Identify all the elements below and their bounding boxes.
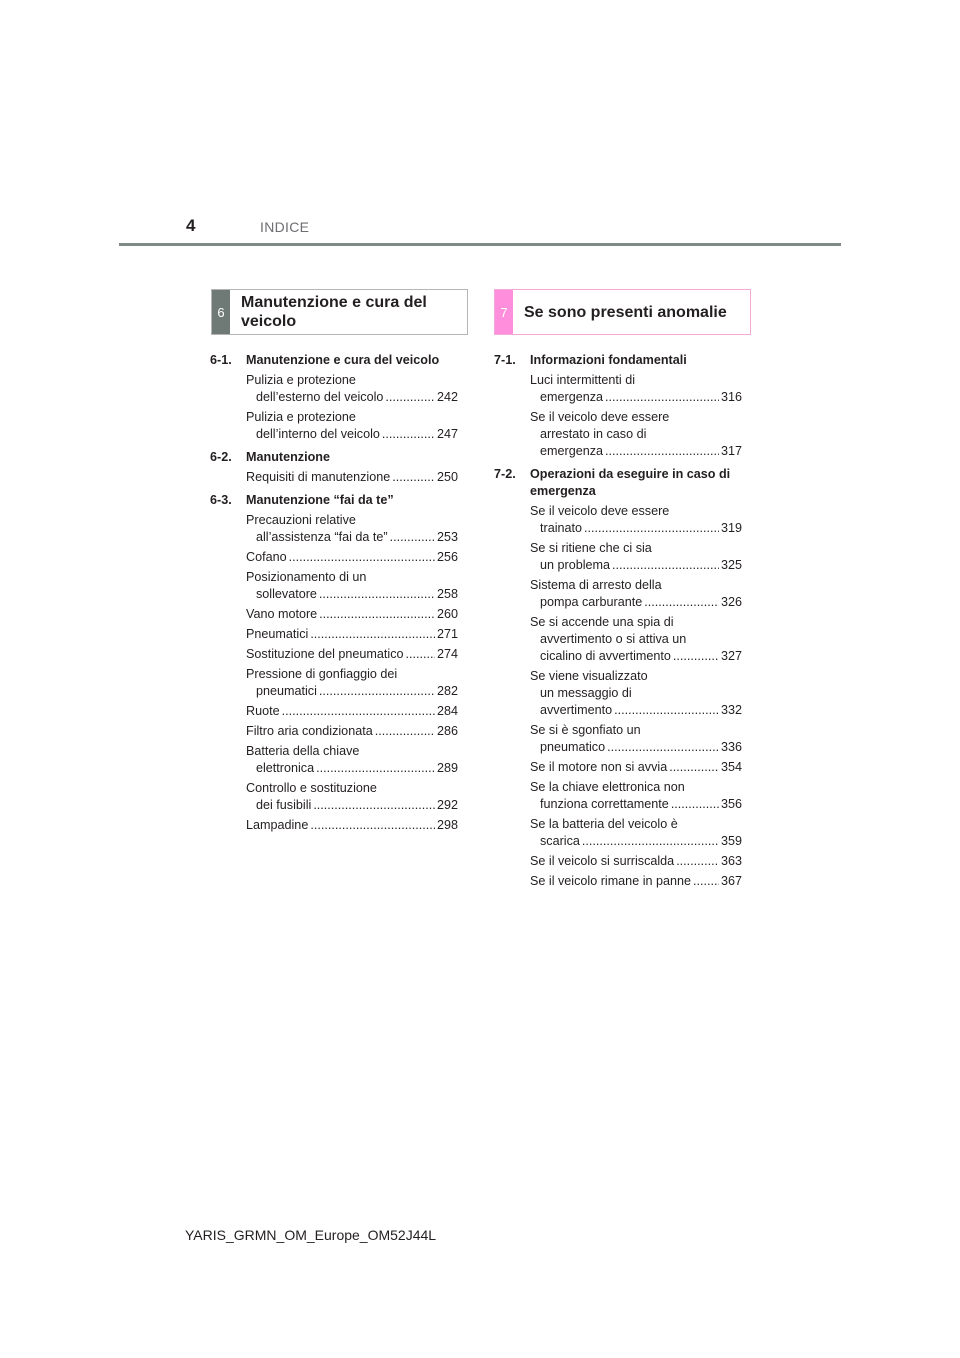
footer-doc-code: YARIS_GRMN_OM_Europe_OM52J44L: [185, 1227, 437, 1243]
toc-entry-text: funziona correttamente: [540, 797, 669, 811]
toc-entry-last-line: [246, 703, 458, 720]
toc-group-number: 6-1.: [210, 353, 232, 367]
toc-page-number: 289: [436, 761, 458, 775]
toc-group: [494, 466, 742, 890]
toc-entry-text: Precauzioni relative: [246, 513, 356, 527]
toc-page-number: 292: [436, 798, 458, 812]
toc-entry-text: Lampadine: [246, 818, 309, 832]
toc-page-number: 327: [720, 649, 742, 663]
toc-entry-last-line: [530, 594, 742, 611]
toc-entry-text: Se si è sgonfiato un: [530, 723, 641, 737]
toc-entry-text: Se il veicolo si surriscalda: [530, 854, 675, 868]
toc-entry-last-line: [246, 469, 458, 486]
toc-entry-last-line: [246, 606, 458, 623]
toc-entry-text: dell’esterno del veicolo: [256, 390, 384, 404]
header-rule: [119, 243, 841, 246]
toc-entry-text: Posizionamento di un: [246, 570, 367, 584]
toc-group-heading: [210, 492, 458, 509]
toc-entry-line: [530, 631, 742, 648]
toc-page-number: 359: [720, 834, 742, 848]
toc-group: [210, 492, 458, 834]
toc-group-number: 6-2.: [210, 450, 232, 464]
toc-entry[interactable]: [530, 409, 742, 460]
toc-entry-line: [246, 743, 458, 760]
toc-entry[interactable]: [246, 512, 458, 546]
toc-page-number: 274: [436, 647, 458, 661]
toc-leader-dots: [310, 817, 435, 834]
toc-leader-dots: [582, 833, 719, 850]
toc-group-number: 7-1.: [494, 353, 516, 367]
toc-group-heading: [494, 352, 742, 369]
toc-leader-dots: [319, 586, 435, 603]
toc-entry-text: Pneumatici: [246, 627, 309, 641]
toc-page-number: 354: [720, 760, 742, 774]
toc-entry[interactable]: [246, 372, 458, 406]
section-tab-7: 7: [495, 290, 513, 334]
toc-entry-last-line: [246, 626, 458, 643]
toc-leader-dots: [612, 557, 719, 574]
toc-group-title: Operazioni da eseguire in caso di emergenza: [530, 467, 731, 498]
toc-entry[interactable]: [530, 372, 742, 406]
toc-leader-dots: [310, 626, 435, 643]
toc-group-title: Informazioni fondamentali: [530, 353, 687, 367]
toc-leader-dots: [673, 648, 719, 665]
page-number: 4: [186, 216, 196, 235]
toc-entry-text: Pressione di gonfiaggio dei: [246, 667, 398, 681]
toc-entry[interactable]: [530, 816, 742, 850]
toc-entry-text: dei fusibili: [256, 798, 312, 812]
toc-entry[interactable]: [530, 540, 742, 574]
toc-leader-dots: [584, 520, 719, 537]
toc-entry-last-line: [530, 702, 742, 719]
toc-entry-text: pompa carburante: [540, 595, 643, 609]
toc-leader-dots: [319, 606, 435, 623]
toc-leader-dots: [390, 529, 435, 546]
toc-entry-text: cicalino di avvertimento: [540, 649, 671, 663]
toc-entry[interactable]: [246, 703, 458, 720]
toc-entry-line: [530, 426, 742, 443]
toc-page-number: 247: [436, 427, 458, 441]
toc-entry-text: arrestato in caso di: [540, 427, 647, 441]
toc-entry-last-line: [530, 739, 742, 756]
toc-page-number: 284: [436, 704, 458, 718]
toc-entry[interactable]: [246, 666, 458, 700]
toc-leader-dots: [676, 853, 719, 870]
toc-leader-dots: [282, 703, 435, 720]
toc-entry-last-line: [246, 586, 458, 603]
toc-entry-last-line: [530, 520, 742, 537]
toc-page-number: 260: [436, 607, 458, 621]
toc-entry-line: [246, 666, 458, 683]
toc-entry-line: [246, 372, 458, 389]
toc-entry-line: [530, 409, 742, 426]
toc-page-number: 286: [436, 724, 458, 738]
toc-entry[interactable]: [530, 853, 742, 870]
toc-leader-dots: [669, 759, 719, 776]
toc-entry-line: [530, 685, 742, 702]
toc-entry-text: Filtro aria condizionata: [246, 724, 373, 738]
toc-leader-dots: [605, 443, 719, 460]
toc-leader-dots: [313, 797, 435, 814]
toc-entry-text: Se la chiave elettronica non: [530, 780, 685, 794]
toc-entry-line: [246, 409, 458, 426]
toc-entry-text: Pulizia e protezione: [246, 410, 356, 424]
toc-entry-text: scarica: [540, 834, 580, 848]
toc-entry-last-line: [246, 646, 458, 663]
toc-entry-text: Se il veicolo deve essere: [530, 410, 670, 424]
toc-entry[interactable]: [530, 614, 742, 665]
toc-entry-last-line: [530, 759, 742, 776]
toc-entry-last-line: [246, 426, 458, 443]
toc-entry-text: Pulizia e protezione: [246, 373, 356, 387]
toc-entry-text: Sistema di arresto della: [530, 578, 662, 592]
toc-page-number: 326: [720, 595, 742, 609]
toc-entry-last-line: [530, 833, 742, 850]
toc-entry-line: [530, 503, 742, 520]
section-title-7: Se sono presenti anomalie: [524, 303, 727, 321]
toc-group: [210, 352, 458, 443]
toc-entry-text: Batteria della chiave: [246, 744, 360, 758]
toc-entry-line: [530, 614, 742, 631]
toc-column-7: [494, 352, 742, 896]
toc-entry-last-line: [530, 389, 742, 406]
toc-entry-last-line: [530, 796, 742, 813]
toc-page-number: 256: [436, 550, 458, 564]
toc-entry[interactable]: [530, 779, 742, 813]
toc-leader-dots: [644, 594, 719, 611]
toc-entry-text: un messaggio di: [540, 686, 632, 700]
toc-entry[interactable]: [530, 722, 742, 756]
toc-entry[interactable]: [246, 606, 458, 623]
toc-entry-text: Luci intermittenti di: [530, 373, 635, 387]
toc-entry-text: Se il veicolo deve essere: [530, 504, 670, 518]
toc-page-number: 253: [436, 530, 458, 544]
toc-entry[interactable]: [246, 780, 458, 814]
toc-entry-text: Vano motore: [246, 607, 318, 621]
section-6-header: [211, 289, 468, 335]
toc-leader-dots: [375, 723, 435, 740]
toc-entry-text: Requisiti di manutenzione: [246, 470, 391, 484]
toc-entry[interactable]: [530, 503, 742, 537]
toc-entry-text: avvertimento o si attiva un: [540, 632, 687, 646]
toc-leader-dots: [671, 796, 719, 813]
toc-page-number: 271: [436, 627, 458, 641]
toc-entry-text: sollevatore: [256, 587, 317, 601]
toc-entry[interactable]: [246, 549, 458, 566]
toc-entry-text: all’assistenza “fai da te”: [256, 530, 388, 544]
toc-leader-dots: [607, 739, 719, 756]
toc-entry-text: Se si ritiene che ci sia: [530, 541, 652, 555]
toc-page-number: 298: [436, 818, 458, 832]
toc-entry-line: [530, 372, 742, 389]
toc-entry-last-line: [246, 549, 458, 566]
section-title-6: Manutenzione e cura del veicolo: [241, 294, 427, 330]
toc-entry-last-line: [246, 723, 458, 740]
toc-entry-text: Se la batteria del veicolo è: [530, 817, 678, 831]
toc-page-number: 336: [720, 740, 742, 754]
toc-entry[interactable]: [530, 668, 742, 719]
toc-entry-line: [530, 540, 742, 557]
toc-leader-dots: [693, 873, 719, 890]
toc-entry[interactable]: [246, 569, 458, 603]
toc-entry-line: [530, 668, 742, 685]
toc-entry[interactable]: [530, 873, 742, 890]
toc-entry-text: trainato: [540, 521, 583, 535]
toc-entry-last-line: [246, 760, 458, 777]
toc-page-number: 332: [720, 703, 742, 717]
toc-leader-dots: [392, 469, 435, 486]
toc-entry-line: [246, 512, 458, 529]
toc-entry-text: pneumatici: [256, 684, 317, 698]
toc-entry-line: [246, 569, 458, 586]
toc-entry-text: avvertimento: [540, 703, 613, 717]
toc-entry-text: Se il motore non si avvia: [530, 760, 668, 774]
toc-entry-last-line: [246, 817, 458, 834]
toc-entry-text: dell’interno del veicolo: [256, 427, 380, 441]
toc-page-number: 258: [436, 587, 458, 601]
toc-entry-last-line: [530, 648, 742, 665]
toc-entry[interactable]: [246, 743, 458, 777]
header-title: INDICE: [260, 219, 310, 235]
toc-entry-text: Cofano: [246, 550, 287, 564]
toc-entry[interactable]: [246, 646, 458, 663]
toc-leader-dots: [319, 683, 435, 700]
section-tab-6: 6: [212, 290, 230, 334]
toc-entry-last-line: [246, 683, 458, 700]
toc-group-number: 7-2.: [494, 467, 516, 481]
toc-group-heading: [210, 449, 458, 466]
toc-group-heading: [210, 352, 458, 369]
toc-leader-dots: [382, 426, 435, 443]
toc-entry[interactable]: [246, 626, 458, 643]
toc-entry-text: un problema: [540, 558, 611, 572]
toc-group: [210, 449, 458, 486]
toc-leader-dots: [316, 760, 435, 777]
toc-page-number: 316: [720, 390, 742, 404]
toc-entry-last-line: [530, 853, 742, 870]
toc-entry-text: pneumatico: [540, 740, 606, 754]
toc-entry-last-line: [246, 797, 458, 814]
toc-leader-dots: [614, 702, 719, 719]
toc-page-number: 282: [436, 684, 458, 698]
toc-entry-text: Se il veicolo rimane in panne: [530, 874, 692, 888]
toc-page-number: 250: [436, 470, 458, 484]
toc-entry[interactable]: [530, 759, 742, 776]
toc-entry-line: [530, 722, 742, 739]
toc-entry-text: Ruote: [246, 704, 280, 718]
toc-entry-text: Se viene visualizzato: [530, 669, 648, 683]
toc-group-number: 6-3.: [210, 493, 232, 507]
toc-leader-dots: [406, 646, 435, 663]
toc-entry-line: [530, 816, 742, 833]
toc-entry-text: Sostituzione del pneumatico: [246, 647, 404, 661]
toc-entry-text: Controllo e sostituzione: [246, 781, 377, 795]
toc-leader-dots: [289, 549, 435, 566]
toc-entry-text: Se si accende una spia di: [530, 615, 674, 629]
toc-leader-dots: [385, 389, 435, 406]
toc-page-number: 242: [436, 390, 458, 404]
toc-entry-line: [530, 779, 742, 796]
section-7-header: [494, 289, 751, 335]
toc-group-title: Manutenzione: [246, 450, 330, 464]
toc-entry-last-line: [246, 529, 458, 546]
toc-entry-last-line: [530, 557, 742, 574]
toc-entry[interactable]: [530, 577, 742, 611]
toc-group-title: Manutenzione e cura del veicolo: [246, 353, 440, 367]
toc-entry[interactable]: [246, 409, 458, 443]
toc-entry-text: emergenza: [540, 390, 604, 404]
toc-entry[interactable]: [246, 817, 458, 834]
toc-page-number: 356: [720, 797, 742, 811]
toc-entry-last-line: [530, 443, 742, 460]
toc-entry-text: emergenza: [540, 444, 604, 458]
toc-group: [494, 352, 742, 460]
toc-entry-line: [530, 577, 742, 594]
toc-page-number: 363: [720, 854, 742, 868]
toc-leader-dots: [605, 389, 719, 406]
toc-group-title: Manutenzione “fai da te”: [246, 493, 394, 507]
toc-entry[interactable]: [246, 469, 458, 486]
toc-column-6: [210, 352, 458, 840]
toc-entry-last-line: [530, 873, 742, 890]
toc-entry-last-line: [246, 389, 458, 406]
toc-entry-text: elettronica: [256, 761, 315, 775]
toc-group-heading: [494, 466, 742, 500]
toc-page-number: 319: [720, 521, 742, 535]
toc-page-number: 317: [720, 444, 742, 458]
toc-page-number: 367: [720, 874, 742, 888]
toc-entry[interactable]: [246, 723, 458, 740]
toc-page-number: 325: [720, 558, 742, 572]
toc-entry-line: [246, 780, 458, 797]
